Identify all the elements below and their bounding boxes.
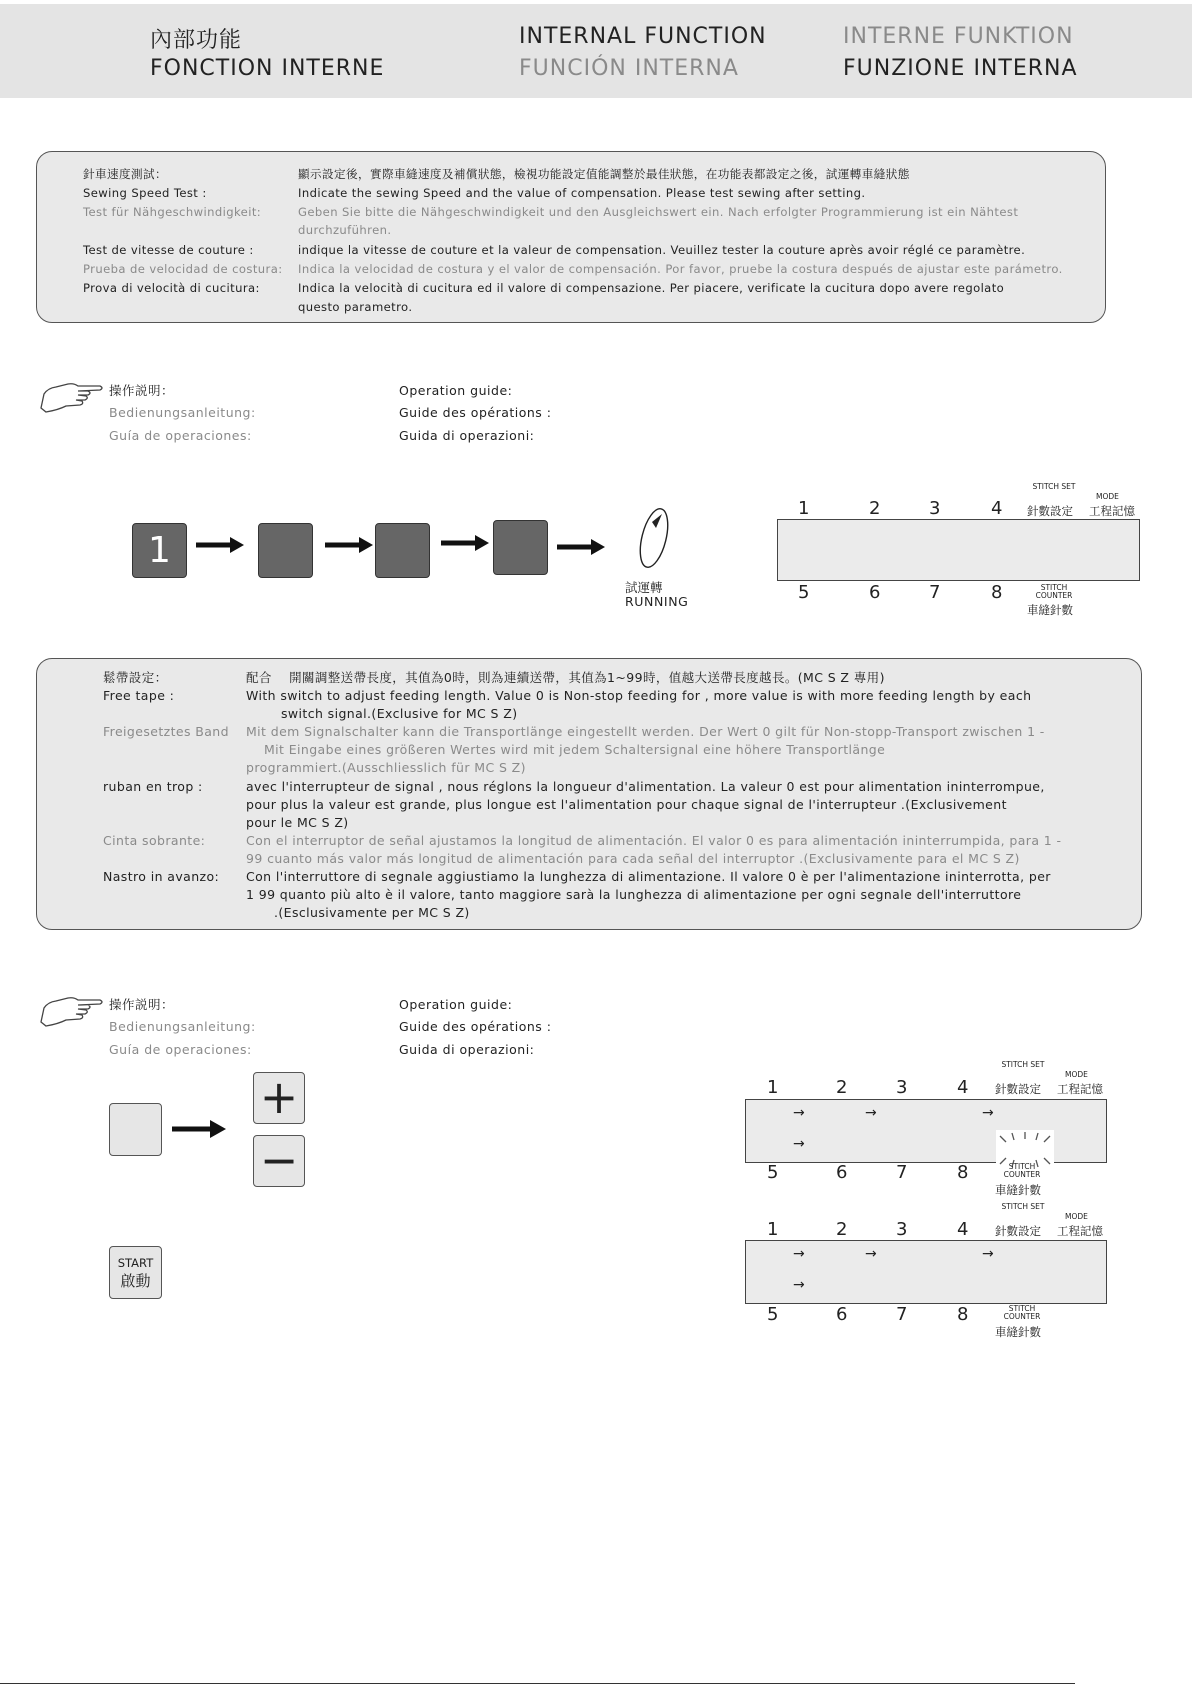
guide1-zh: 操作説明： (109, 383, 175, 398)
speed-text-it-2: questo parametro. (298, 300, 413, 314)
panel3-mode-zh: 工程記憶 (1057, 1224, 1103, 1238)
panel1-num-2: 2 (869, 498, 881, 519)
arrow-1 (196, 538, 246, 542)
panel2-arrow-c: → (982, 1105, 994, 1121)
panel3-stitch-set-en: STITCH SET (1001, 1202, 1045, 1211)
speed-text-de: Geben Sie bitte die Nähgeschwindigkeit und den Ausgleichswert ein. Nach erfolgter Programmierung ist ein Nähtest (298, 205, 1019, 219)
tape-text-de: Mit dem Signalschalter kann die Transportlänge eingestellt werden. Der Wert 0 gilt für Non-stopp-Transport zwischen 1 - (246, 724, 1045, 739)
guide1-fr: Guide des opérations : (399, 405, 552, 420)
tape-text-de-3: programmiert.(Ausschliesslich für MC S Z) (246, 760, 526, 775)
speed-text-en: Indicate the sewing Speed and the value of compensation. Please test sewing after setting. (298, 186, 866, 200)
guide1-en: Operation guide: (399, 383, 513, 398)
panel1-stitch-set-zh: 針數設定 (1027, 504, 1073, 518)
panel2-arrow-a: → (793, 1105, 805, 1121)
pedal-icon (634, 506, 674, 570)
panel1-num-1: 1 (798, 498, 810, 519)
title-es: FUNCIÓN INTERNA (519, 56, 739, 81)
panel2-num-2: 2 (836, 1077, 848, 1098)
panel3-num-2: 2 (836, 1219, 848, 1240)
plus-button[interactable]: + (253, 1072, 305, 1124)
panel3-num-4: 4 (957, 1219, 969, 1240)
guide2-es: Guía de operaciones: (109, 1042, 252, 1057)
panel1-num-3: 3 (929, 498, 941, 519)
speed-label-zh: 針車速度測試： (83, 167, 167, 181)
speed-text-zh: 顯示設定後，實際車縫速度及補償狀態，檢視功能設定值能調整於最佳狀態，在功能表都設定之後，試運轉車縫狀態 (298, 167, 910, 181)
title-zh: 內部功能 (150, 28, 243, 53)
guide1-es: Guía de operaciones: (109, 428, 252, 443)
title-it: FUNZIONE INTERNA (843, 56, 1078, 81)
arrow-5 (172, 1118, 228, 1140)
tape-text-zh: 配合 開關調整送帶長度，其值為0時，則為連續送帶，其值為1~99時，值越大送帶長度越長。(MC S Z 專用) (246, 670, 885, 685)
title-en: INTERNAL FUNCTION (519, 24, 767, 49)
speed-label-de: Test für Nähgeschwindigkeit: (83, 205, 262, 219)
tape-label-en: Free tape : (103, 688, 175, 703)
panel1-counter-en: STITCH COUNTER (1035, 583, 1073, 600)
title-fr: FONCTION INTERNE (150, 56, 385, 81)
pointing-hand-icon (38, 378, 104, 414)
title-de: INTERNE FUNKTION (843, 24, 1074, 49)
switch-key[interactable] (109, 1103, 162, 1156)
panel3-num-3: 3 (896, 1219, 908, 1240)
start-label-en: START (117, 1256, 154, 1270)
tape-text-it-2: 1 99 quanto più alto è il valore, tanto maggiore sarà la lunghezza di alimentazione per ogni segnale dell'interruttore (246, 887, 1022, 902)
speed-label-en: Sewing Speed Test : (83, 186, 207, 200)
panel2-num-4: 4 (957, 1077, 969, 1098)
panel1-mode-en: MODE (1096, 492, 1119, 501)
speed-text-fr: indique la vitesse de couture et la valeur de compensation. Veuillez tester la couture après avoir réglé ce paramètre. (298, 243, 1026, 257)
panel2-num-3: 3 (896, 1077, 908, 1098)
panel2-mode-zh: 工程記憶 (1057, 1082, 1103, 1096)
tape-text-es-2: 99 cuanto más valor más longitud de alimentación para cada señal del interruptor .(Exclusivamente para el MC S Z) (246, 851, 1020, 866)
guide2-en: Operation guide: (399, 997, 513, 1012)
tape-text-fr-2: pour plus la valeur est grande, plus longue est l'alimentation pour chaque signal de l'interrupteur .(Exclusivement (246, 797, 1007, 812)
speed-label-it: Prova di velocità di cucitura: (83, 281, 260, 295)
panel1-num-8: 8 (991, 582, 1003, 603)
panel2-num-8: 8 (957, 1162, 969, 1183)
panel1-num-6: 6 (869, 582, 881, 603)
panel3-num-5: 5 (767, 1304, 779, 1325)
panel2-stitch-set-en: STITCH SET (1001, 1060, 1045, 1069)
start-label-zh: 啟動 (120, 1272, 151, 1290)
minus-button[interactable]: − (253, 1135, 305, 1187)
tape-label-es: Cinta sobrante: (103, 833, 206, 848)
panel2-num-5: 5 (767, 1162, 779, 1183)
tape-text-it: Con l'interruttore di segnale aggiustiamo la lunghezza di alimentazione. Il valore 0 è per l'alimentazione ininterrotta, per (246, 869, 1051, 884)
panel2-mode-en: MODE (1065, 1070, 1088, 1079)
panel2-num-7: 7 (896, 1162, 908, 1183)
bottom-rule (0, 1683, 1075, 1684)
panel3-num-1: 1 (767, 1219, 779, 1240)
panel1-counter-zh: 車縫針數 (1027, 603, 1073, 617)
panel3-mode-en: MODE (1065, 1212, 1088, 1221)
guide2-zh: 操作説明： (109, 997, 175, 1012)
key-1[interactable]: 1 (132, 523, 187, 578)
panel2-num-6: 6 (836, 1162, 848, 1183)
pointing-hand-icon (38, 992, 104, 1028)
key-2[interactable] (258, 523, 313, 578)
panel1-num-4: 4 (991, 498, 1003, 519)
panel3-counter-zh: 車縫針數 (995, 1325, 1041, 1339)
guide2-it: Guida di operazioni: (399, 1042, 535, 1057)
panel3-arrow-b: → (865, 1246, 877, 1262)
speed-label-fr: Test de vitesse de couture : (83, 243, 254, 257)
panel3-arrow-d: → (793, 1277, 805, 1293)
arrow-2 (325, 538, 375, 542)
tape-text-en: With switch to adjust feeding length. Value 0 is Non-stop feeding for , more value is with more feeding length by each (246, 688, 1032, 703)
panel3-counter-en: STITCH COUNTER (1003, 1304, 1041, 1321)
speed-text-de-2: durchzuführen. (298, 223, 392, 237)
guide2-de: Bedienungsanleitung: (109, 1019, 256, 1034)
running-en: RUNNING (625, 594, 689, 609)
tape-text-fr: avec l'interrupteur de signal , nous réglons la longueur d'alimentation. La valeur 0 est pour alimentation ininterrompue, (246, 779, 1045, 794)
key-4[interactable] (493, 520, 548, 575)
panel3-num-6: 6 (836, 1304, 848, 1325)
start-button[interactable] (109, 1246, 162, 1299)
panel2-arrow-d: → (793, 1136, 805, 1152)
panel1-num-7: 7 (929, 582, 941, 603)
free-tape-box (36, 658, 1142, 930)
panel1-num-5: 5 (798, 582, 810, 603)
panel1-stitch-set-en: STITCH SET (1032, 482, 1076, 491)
tape-text-fr-3: pour le MC S Z) (246, 815, 349, 830)
speed-label-es: Prueba de velocidad de costura: (83, 262, 283, 276)
panel3-arrow-a: → (793, 1246, 805, 1262)
guide2-fr: Guide des opérations : (399, 1019, 552, 1034)
panel2-arrow-b: → (865, 1105, 877, 1121)
guide1-de: Bedienungsanleitung: (109, 405, 256, 420)
tape-text-en-2: switch signal.(Exclusive for MC S Z) (281, 706, 518, 721)
panel2-stitch-set-zh: 針數設定 (995, 1082, 1041, 1096)
arrow-4 (557, 540, 607, 544)
tape-label-zh: 鬆帶設定： (103, 670, 168, 685)
tape-text-es: Con el interruptor de señal ajustamos la longitud de alimentación. El valor 0 es para alimentación ininterrumpida, para 1 - (246, 833, 1062, 848)
panel3-num-7: 7 (896, 1304, 908, 1325)
key-3[interactable] (375, 523, 430, 578)
panel3-arrow-c: → (982, 1246, 994, 1262)
panel3-stitch-set-zh: 針數設定 (995, 1224, 1041, 1238)
panel2-counter-en: STITCH COUNTER (1003, 1162, 1041, 1179)
guide1-it: Guida di operazioni: (399, 428, 535, 443)
arrow-3 (441, 536, 491, 540)
panel3-num-8: 8 (957, 1304, 969, 1325)
speed-test-box (36, 151, 1106, 323)
header-band (0, 4, 1192, 98)
speed-text-es: Indica la velocidad de costura y el valor de compensación. Por favor, pruebe la costura después de ajustar este parámetro. (298, 262, 1063, 276)
tape-label-fr: ruban en trop : (103, 779, 203, 794)
panel1-screen (777, 519, 1140, 581)
tape-text-it-3: .(Esclusivamente per MC S Z) (274, 905, 470, 920)
running-zh: 試運轉 (625, 580, 663, 595)
panel1-mode-zh: 工程記憶 (1089, 504, 1135, 518)
speed-text-it: Indica la velocità di cucitura ed il valore di compensazione. Per piacere, verificate la cucitura dopo avere regolato (298, 281, 1005, 295)
panel2-num-1: 1 (767, 1077, 779, 1098)
panel2-counter-zh: 車縫針數 (995, 1183, 1041, 1197)
tape-label-de: Freigesetztes Band (103, 724, 229, 739)
tape-label-it: Nastro in avanzo: (103, 869, 220, 884)
tape-text-de-2: Mit Eingabe eines größeren Wertes wird mit jedem Schaltersignal eine höhere Transportlänge (264, 742, 886, 757)
